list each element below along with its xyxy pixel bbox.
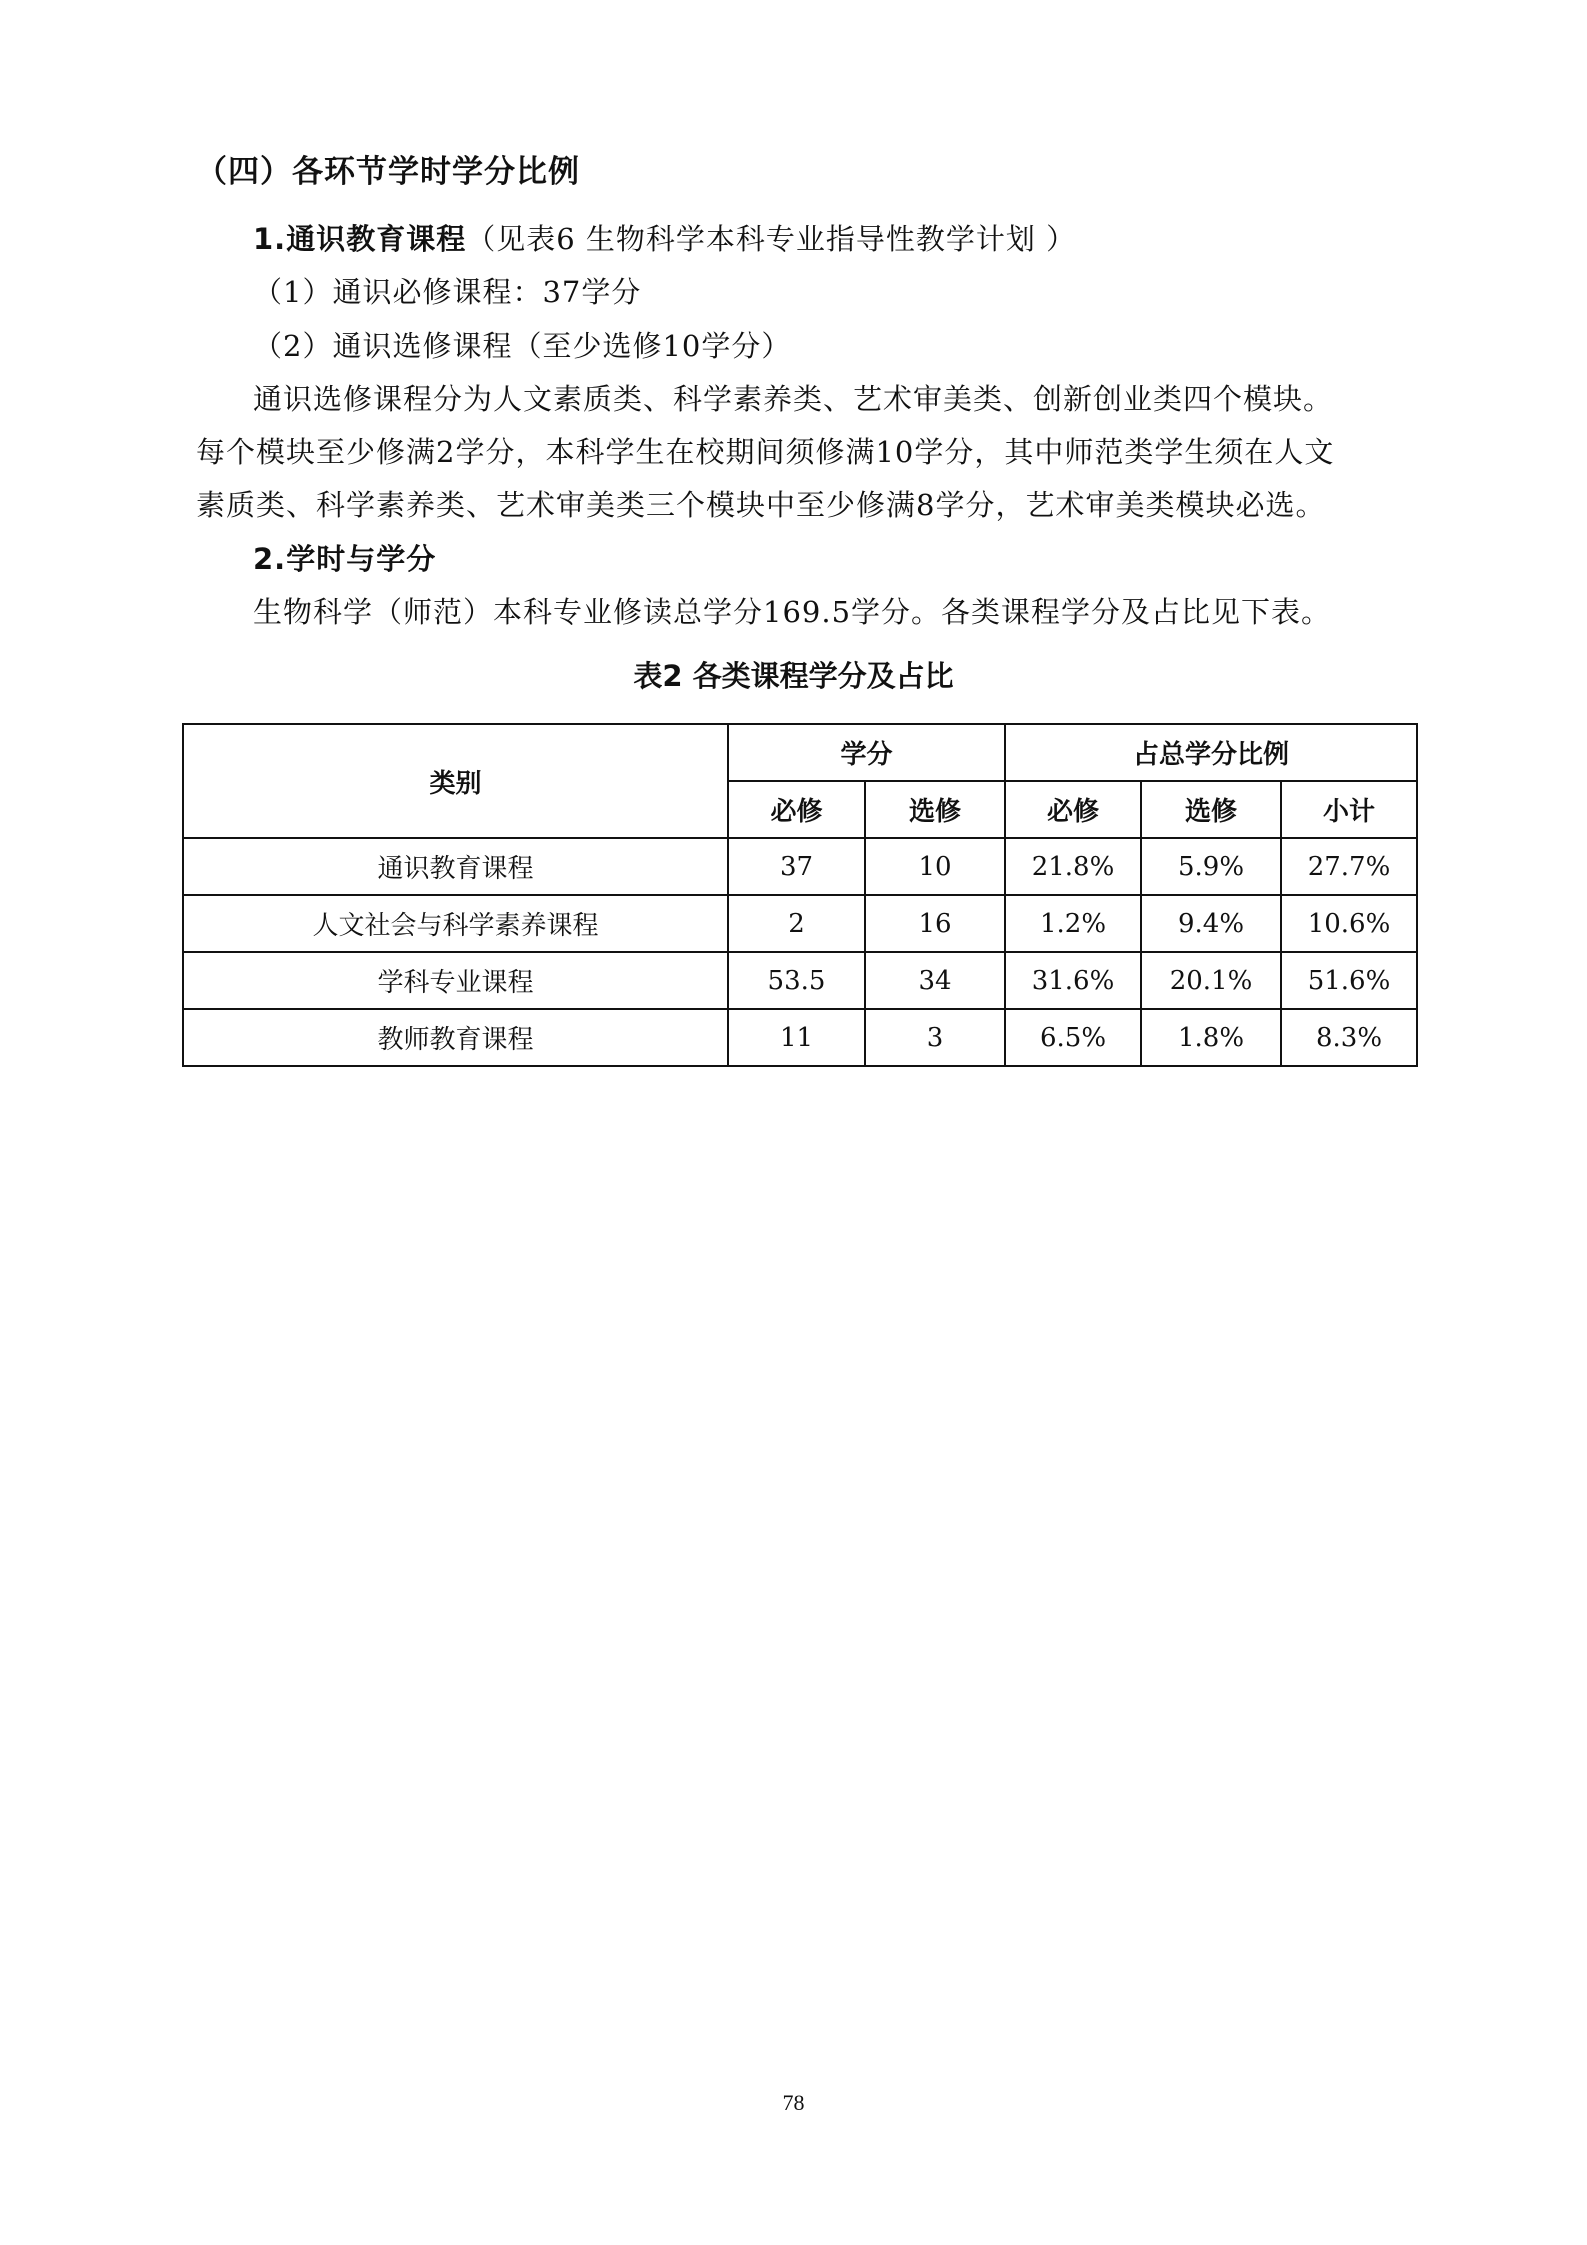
cell-elective-pct: 9.4% [1141,895,1281,952]
cell-required: 11 [728,1009,865,1066]
cell-subtotal: 10.6% [1281,895,1417,952]
credits-table [182,723,1418,1067]
cell-category: 学科专业课程 [183,952,728,1009]
paragraph-line: 每个模块至少修满2学分，本科学生在校期间须修满10学分，其中师范类学生须在人文 [196,435,1335,469]
table-row [183,895,1417,952]
table-header-row [183,724,1417,781]
header-ratio: 占总学分比例 [1005,724,1417,781]
cell-required-pct: 1.2% [1005,895,1141,952]
item1-note: （见表6 生物科学本科专业指导性教学计划 ） [466,222,1077,256]
cell-required-pct: 21.8% [1005,838,1141,895]
cell-required: 37 [728,838,865,895]
table-row [183,952,1417,1009]
item1-line [253,219,1076,259]
cell-category: 教师教育课程 [183,1009,728,1066]
table-caption: 表2 各类课程学分及占比 [633,659,954,693]
paragraph-line: 通识选修课程分为人文素质类、科学素养类、艺术审美类、创新创业类四个模块。 [253,382,1334,416]
header-required-pct: 必修 [1005,781,1141,838]
paragraph-line: 素质类、科学素养类、艺术审美类三个模块中至少修满8学分，艺术审美类模块必选。 [196,488,1326,522]
cell-subtotal: 51.6% [1281,952,1417,1009]
header-category: 类别 [183,724,728,838]
cell-elective: 10 [865,838,1005,895]
header-subtotal: 小计 [1281,781,1417,838]
cell-category: 人文社会与科学素养课程 [183,895,728,952]
cell-subtotal: 8.3% [1281,1009,1417,1066]
cell-elective-pct: 20.1% [1141,952,1281,1009]
item2-title: 2.学时与学分 [253,542,437,576]
header-required: 必修 [728,781,865,838]
header-credits: 学分 [728,724,1005,781]
item1-title: 1.通识教育课程 [253,222,467,256]
cell-required: 2 [728,895,865,952]
cell-elective-pct: 5.9% [1141,838,1281,895]
cell-required-pct: 6.5% [1005,1009,1141,1066]
header-elective-pct: 选修 [1141,781,1281,838]
page-number: 78 [782,2090,805,2115]
table-row [183,1009,1417,1066]
item1-sub1: （1）通识必修课程：37学分 [253,275,642,309]
cell-elective: 3 [865,1009,1005,1066]
cell-subtotal: 27.7% [1281,838,1417,895]
table-row [183,838,1417,895]
item2-text: 生物科学（师范）本科专业修读总学分169.5学分。各类课程学分及占比见下表。 [253,595,1332,629]
cell-elective: 16 [865,895,1005,952]
header-elective: 选修 [865,781,1005,838]
section-heading: （四）各环节学时学分比例 [196,154,580,190]
cell-elective: 34 [865,952,1005,1009]
cell-required: 53.5 [728,952,865,1009]
item1-sub2: （2）通识选修课程（至少选修10学分） [253,329,792,363]
cell-required-pct: 31.6% [1005,952,1141,1009]
cell-category: 通识教育课程 [183,838,728,895]
cell-elective-pct: 1.8% [1141,1009,1281,1066]
